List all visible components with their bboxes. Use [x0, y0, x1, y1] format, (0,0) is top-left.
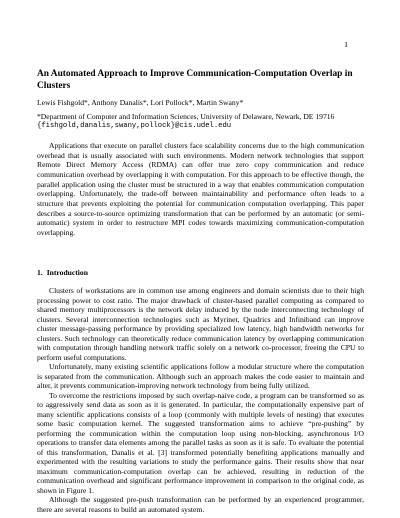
affiliation-block [37, 112, 367, 131]
section-body [37, 286, 364, 514]
section-heading [37, 268, 88, 277]
paper-title: An Automated Approach to Improve Communication-Computation Overlap in Clusters [37, 69, 353, 91]
abstract-paragraph: Applications that execute on parallel clusters face scalability concerns due to the high communication overhead that is usually associated with such environments. Modern network technologies that support Remote Direct Memory Access (RDMA) can offer true zero copy communication and reduce communication overhead by overlapping it with computation. For this approach to be effective though, the parallel application using the cluster must be structured in a way that enables communication computation overlapping. Unfortunately, the trade-off between maintainability and performance often leads to a structure that prevents exploiting the potential for communication computation overlapping. This paper describes a source-to-source optimizing transformation that can be performed by an automatic (or semi-automatic) system in order to restructure MPI codes towards maximizing communication-computation overlapping. [37, 141, 364, 237]
affiliation-line: *Department of Computer and Information Sciences, University of Delaware, Newark, DE 19716 [37, 112, 335, 121]
body-paragraph: To overcome the restrictions imposed by such overlap-naive code, a program can be transformed so as to aggressively send data as soon as it is generated. In particular, the computationally expensive part of many scientific applications consists of a loop (commonly with multiple levels of nesting) that executes some basic computation kernel. The suggested transformation aims to achieve “pre-pushing” by performing the communication within the computation loop using non-blocking, asynchronous I/O operations to transfer data elements among the parallel tasks as soon as it is safe. To evaluate the potential of this transformation, Danalis et al. [3] transformed potentially benefiting applications manually and experimented with the resulting variations to study the performance gains. Their results show that near maximum communication-computation overlap can be achieved, resulting in reduction of the communication overhead and significant performance improvement in comparison to the original code, as shown in Figure 1. [37, 390, 364, 495]
body-paragraph: Although the suggested pre-push transformation can be performed by an experienced programmer, there are several reasons to build an automated system. [37, 495, 364, 514]
body-paragraph: Clusters of workstations are in common use among engineers and domain scientists due to their high processing power to cost ratio. The major drawback of cluster-based parallel computing as compared to shared memory multiprocessors is the network delay induced by the node interconnecting technology of clusters. Several interconnection technologies such as Myrinet, Quadrics and Infiniband can improve cluster message-passing performance by providing specialized low latency, high bandwidth networks for clusters. Such technology can theoretically reduce communication latency by overlapping communication with computation through handling network traffic solely on a network co-processor, freeing the CPU to perform useful computations. [37, 286, 364, 362]
page-number: 1 [344, 40, 348, 49]
author-emails: {fishgold,danalis,swany,pollock}@cis.udel.edu [37, 121, 232, 130]
author-list: Lewis Fishgold*, Anthony Danalis*, Lori Pollock*, Martin Swany* [37, 98, 244, 107]
section-number: 1. [37, 268, 43, 277]
section-title: Introduction [46, 268, 88, 277]
body-paragraph: Unfortunately, many existing scientific applications follow a modular structure where the computation is separated from the communication. Although such an approach makes the code easier to maintain and alter, it prevents communication-improving network technology from being fully utilized. [37, 362, 364, 390]
